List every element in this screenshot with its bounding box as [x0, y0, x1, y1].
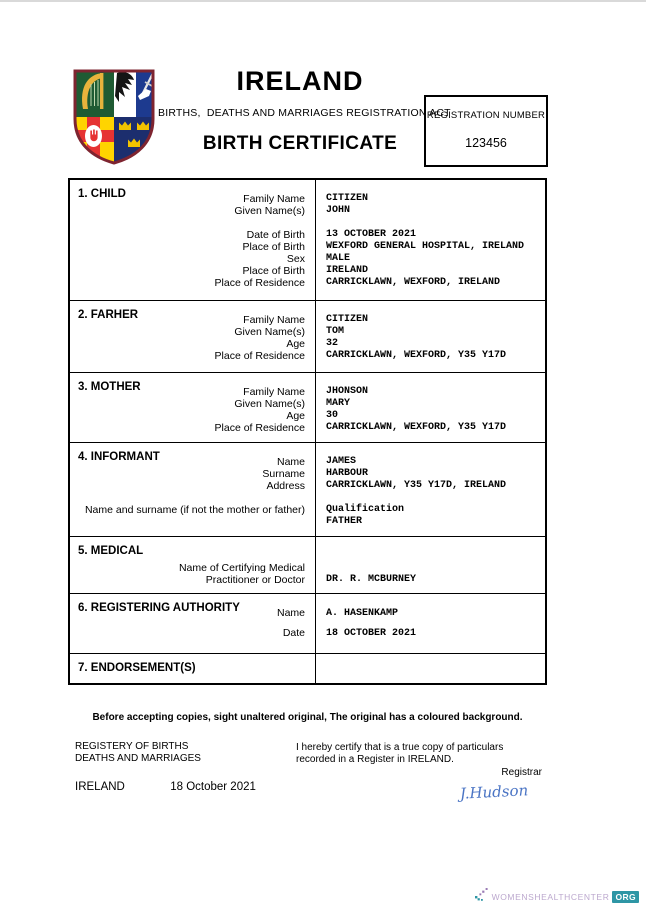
section-mother-labels-cell: [70, 373, 315, 442]
section-endorsements: [70, 653, 545, 683]
section-informant: [70, 442, 545, 536]
field-label: Place of Residence: [214, 350, 305, 362]
field-value: A. HASENKAMP: [326, 608, 399, 619]
section-medical: [70, 536, 545, 593]
field-label: Given Name(s): [234, 326, 305, 338]
registrar-label: Registrar: [501, 767, 542, 778]
certificate-table: [68, 178, 547, 685]
field-label: Age: [286, 338, 305, 350]
field-value: JAMES: [326, 456, 357, 467]
document-title: BIRTH CERTIFICATE: [202, 133, 398, 154]
field-value: CARRICKLAWN, WEXFORD, Y35 Y17D: [326, 422, 507, 433]
field-value: Qualification: [326, 504, 405, 515]
section-child-labels-cell: [70, 180, 315, 300]
field-value: FATHER: [326, 516, 363, 527]
spacer-line: [326, 562, 545, 574]
section-informant-values-cell: [315, 443, 545, 536]
spacer-line: [326, 492, 545, 504]
section-title: 7. ENDORSEMENT(S): [78, 662, 196, 674]
field-value: MARY: [326, 398, 351, 409]
field-value: JOHN: [326, 205, 351, 216]
section-medical-values-cell: [315, 537, 545, 593]
field-label: Name: [276, 456, 305, 468]
section-medical-labels-cell: [70, 537, 315, 593]
section-child: [70, 180, 545, 300]
field-label: Surname: [262, 468, 305, 480]
section-title: 6. REGISTERING AUTHORITY: [78, 602, 240, 614]
field-value: 18 OCTOBER 2021: [326, 628, 417, 639]
country-title: IRELAND: [236, 66, 364, 96]
registration-number-box: [424, 95, 548, 167]
issue-date: 18 October 2021: [170, 781, 256, 793]
section-title: 3. MOTHER: [78, 381, 141, 393]
field-value: CITIZEN: [326, 314, 369, 325]
field-value: MALE: [326, 253, 351, 264]
section-mother: [70, 372, 545, 442]
field-label: Family Name: [243, 386, 305, 398]
watermark-tld-badge: ORG: [612, 891, 639, 903]
field-value: 32: [326, 338, 339, 349]
field-label: Given Name(s): [234, 205, 305, 217]
spacer-line: [70, 217, 305, 229]
field-value: 13 OCTOBER 2021: [326, 229, 417, 240]
spacer-line: [326, 217, 545, 229]
field-value: DR. R. MCBURNEY: [326, 574, 417, 585]
section-father-values-cell: [315, 301, 545, 372]
spacer-line: [70, 492, 305, 504]
field-label: Date of Birth: [246, 229, 305, 241]
issue-country: IRELAND: [75, 781, 125, 793]
section-title: 2. FARHER: [78, 309, 139, 321]
registry-line-1: REGISTERY OF BIRTHS: [75, 741, 189, 752]
section-father: [70, 300, 545, 372]
field-value: CITIZEN: [326, 193, 369, 204]
field-label: Given Name(s): [234, 398, 305, 410]
field-value: CARRICKLAWN, WEXFORD, IRELAND: [326, 277, 501, 288]
section-title: 1. CHILD: [78, 188, 126, 200]
registration-number-label: REGISTRATION NUMBER: [426, 110, 546, 121]
field-value: JHONSON: [326, 386, 369, 397]
field-value: CARRICKLAWN, Y35 Y17D, IRELAND: [326, 480, 507, 491]
header-titles: [158, 66, 451, 155]
field-value: CARRICKLAWN, WEXFORD, Y35 Y17D: [326, 350, 507, 361]
field-label: Date: [282, 627, 305, 639]
field-value: TOM: [326, 326, 345, 337]
spacer-line: [70, 516, 305, 528]
field-label: Age: [286, 410, 305, 422]
watermark-site-name: WOMENSHEALTHCENTER: [491, 892, 610, 902]
field-label: Place of Birth: [242, 265, 305, 277]
field-value: 30: [326, 410, 339, 421]
section-title: 4. INFORMANT: [78, 451, 160, 463]
field-value: HARBOUR: [326, 468, 369, 479]
section-registering-authority: [70, 593, 545, 653]
registry-line-2: DEATHS AND MARRIAGES: [75, 752, 201, 764]
section-informant-labels-cell: [70, 443, 315, 536]
verification-notice: Before accepting copies, sight unaltered original, The original has a coloured background.: [92, 712, 523, 723]
section-endorsements-labels-cell: [70, 654, 315, 683]
field-label: Sex: [286, 253, 305, 265]
ireland-coat-of-arms-icon: [70, 66, 158, 168]
registration-act-line: BIRTHS, DEATHS AND MARRIAGES REGISTRATION ACT: [158, 107, 451, 119]
field-label: Place of Residence: [214, 422, 305, 434]
field-label: Address: [266, 480, 305, 492]
field-label: Practitioner or Doctor: [205, 574, 305, 586]
field-label: Family Name: [243, 193, 305, 205]
section-father-labels-cell: [70, 301, 315, 372]
field-value: IRELAND: [326, 265, 369, 276]
field-value: WEXFORD GENERAL HOSPITAL, IRELAND: [326, 241, 525, 252]
field-label: Name: [276, 607, 305, 619]
issue-line: [75, 781, 256, 793]
registrar-signature: J.Hudson: [459, 781, 529, 803]
section-title: 5. MEDICAL: [78, 545, 144, 557]
registration-number-value: 123456: [465, 136, 507, 150]
field-label: Place of Birth: [242, 241, 305, 253]
dotted-swirl-icon: [474, 887, 489, 907]
section-mother-values-cell: [315, 373, 545, 442]
watermark: [474, 887, 639, 907]
spacer-line: [326, 550, 545, 562]
field-label: Place of Residence: [214, 277, 305, 289]
field-label: Name and surname (if not the mother or father): [84, 504, 305, 516]
page-top-divider: [0, 0, 646, 2]
section-registering-authority-values-cell: [315, 594, 545, 653]
field-label: Name of Certifying Medical: [178, 562, 305, 574]
section-child-values-cell: [315, 180, 545, 300]
registry-office-block: [75, 741, 201, 764]
section-registering-authority-labels-cell: [70, 594, 315, 653]
field-label: Family Name: [243, 314, 305, 326]
section-endorsements-values-cell: [315, 654, 545, 683]
certification-statement: I hereby certify that is a true copy of particulars recorded in a Register in IRELAND.: [296, 742, 504, 765]
